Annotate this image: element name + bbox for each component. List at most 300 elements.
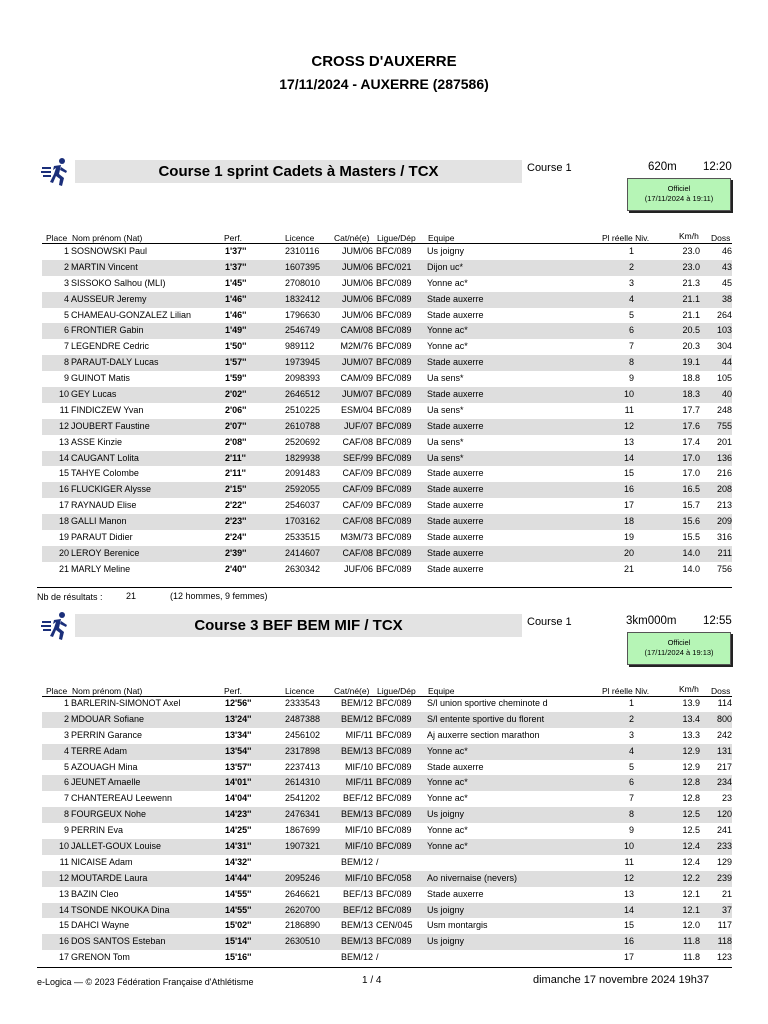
result-kmh: 12.0 bbox=[682, 920, 700, 931]
footer-date: dimanche 17 novembre 2024 19h37 bbox=[533, 974, 710, 986]
result-name: GRENON Tom bbox=[71, 952, 130, 963]
result-place: 3 bbox=[63, 729, 69, 740]
result-pl: 10 bbox=[623, 389, 634, 400]
result-place: 9 bbox=[63, 373, 69, 384]
table-row bbox=[42, 562, 732, 578]
result-cat: M2M/76 bbox=[340, 341, 373, 352]
result-cat: BEM/13 bbox=[340, 809, 373, 820]
result-ligue: BFC/089 bbox=[376, 325, 412, 336]
table-row bbox=[42, 839, 732, 855]
result-ligue: BFC/089 bbox=[376, 436, 412, 447]
table-row bbox=[42, 292, 732, 308]
result-licence: 2310116 bbox=[285, 246, 320, 256]
result-ligue: BFC/089 bbox=[376, 777, 412, 788]
result-ligue: BFC/089 bbox=[376, 516, 412, 527]
result-ligue: BFC/089 bbox=[376, 761, 412, 772]
result-kmh: 12.1 bbox=[682, 888, 700, 899]
result-kmh: 16.5 bbox=[682, 484, 700, 495]
result-cat: BEM/13 bbox=[340, 745, 373, 756]
result-name: GEY Lucas bbox=[71, 389, 117, 400]
official-status: Officiel bbox=[667, 184, 691, 193]
result-name: JEUNET Amaelle bbox=[71, 777, 141, 788]
result-doss: 216 bbox=[716, 468, 732, 479]
result-perf: 14'25'' bbox=[225, 825, 252, 836]
result-perf: 12'56'' bbox=[225, 698, 252, 708]
result-pl: 5 bbox=[628, 309, 634, 320]
result-cat: BEM/12 bbox=[340, 952, 373, 963]
result-place: 16 bbox=[58, 484, 69, 495]
result-cat: MIF/10 bbox=[344, 872, 373, 883]
result-licence: 2510225 bbox=[285, 404, 321, 415]
result-licence: 2614310 bbox=[285, 777, 321, 788]
table-row bbox=[42, 696, 732, 712]
result-cat: JUM/07 bbox=[341, 389, 373, 400]
result-ligue: BFC/089 bbox=[376, 904, 412, 915]
result-pl: 1 bbox=[628, 698, 634, 708]
result-perf: 1'50'' bbox=[225, 341, 247, 352]
result-ligue: BFC/089 bbox=[376, 293, 412, 304]
result-name: FOURGEUX Nohe bbox=[71, 809, 147, 820]
result-ligue: BFC/089 bbox=[376, 547, 412, 558]
result-place: 18 bbox=[58, 516, 69, 527]
result-perf: 14'04'' bbox=[225, 793, 252, 804]
result-licence: 2533515 bbox=[285, 532, 321, 543]
result-ligue: BFC/089 bbox=[376, 713, 412, 724]
table-row bbox=[42, 498, 732, 514]
result-cat: JUF/06 bbox=[343, 563, 373, 574]
result-name: RAYNAUD Elise bbox=[71, 500, 137, 511]
result-ligue: BFC/089 bbox=[376, 277, 412, 288]
result-club: Yonne ac* bbox=[427, 745, 468, 756]
result-licence: 2095246 bbox=[285, 872, 321, 883]
result-kmh: 18.3 bbox=[682, 389, 700, 400]
result-pl: 7 bbox=[628, 793, 634, 804]
result-cat: CAM/09 bbox=[340, 373, 373, 384]
result-perf: 14'32'' bbox=[225, 856, 252, 867]
result-perf: 14'44'' bbox=[225, 872, 252, 883]
result-cat: JUM/06 bbox=[341, 309, 373, 320]
table-end-rule bbox=[37, 587, 732, 588]
result-kmh: 20.5 bbox=[682, 325, 700, 336]
result-pl: 2 bbox=[628, 261, 634, 272]
result-kmh: 17.0 bbox=[682, 468, 700, 479]
result-place: 2 bbox=[63, 261, 69, 272]
result-name: ASSE Kinzie bbox=[71, 436, 123, 447]
table-row bbox=[42, 530, 732, 546]
col-doss: Doss bbox=[711, 686, 731, 696]
result-club: Stade auxerre bbox=[427, 389, 484, 400]
result-cat: BEM/12 bbox=[340, 713, 373, 724]
result-club: Us joigny bbox=[427, 246, 465, 256]
result-pl: 6 bbox=[628, 325, 634, 336]
results-table-body bbox=[42, 696, 732, 966]
result-name: CHAMEAU-GONZALEZ Lilian bbox=[71, 309, 192, 320]
col-pl: Pl réelle Niv. bbox=[602, 233, 650, 243]
result-ligue: / bbox=[376, 856, 379, 867]
result-cat: CAF/08 bbox=[342, 516, 373, 527]
col-club: Equipe bbox=[428, 233, 455, 243]
table-row bbox=[42, 807, 732, 823]
table-row bbox=[42, 918, 732, 934]
result-place: 11 bbox=[59, 404, 69, 415]
result-pl: 3 bbox=[628, 277, 634, 288]
table-row bbox=[42, 760, 732, 776]
result-licence: 2630510 bbox=[285, 936, 321, 947]
official-status: Officiel bbox=[667, 638, 691, 647]
result-pl: 5 bbox=[628, 761, 634, 772]
result-place: 4 bbox=[63, 745, 69, 756]
results-table-header bbox=[42, 233, 732, 244]
result-licence: 1607395 bbox=[285, 261, 321, 272]
footer-rule bbox=[37, 967, 732, 968]
result-ligue: BFC/089 bbox=[376, 389, 412, 400]
result-name: AZOUAGH Mina bbox=[71, 761, 138, 772]
result-doss: 23 bbox=[721, 793, 732, 804]
result-club: Stade auxerre bbox=[427, 547, 484, 558]
result-kmh: 21.3 bbox=[682, 277, 700, 288]
result-perf: 1'59'' bbox=[225, 373, 247, 384]
result-name: GUINOT Matis bbox=[71, 373, 130, 384]
result-ligue: BFC/058 bbox=[376, 872, 412, 883]
result-club: Us joigny bbox=[427, 936, 465, 947]
result-cat: BEF/12 bbox=[342, 793, 373, 804]
result-place: 19 bbox=[58, 532, 69, 543]
results-count-label: Nb de résultats : bbox=[37, 592, 103, 602]
result-cat: MIF/10 bbox=[344, 841, 373, 852]
col-licence: Licence bbox=[285, 233, 315, 243]
col-place: Place bbox=[46, 233, 68, 243]
result-name: SOSNOWSKI Paul bbox=[71, 246, 148, 256]
result-perf: 2'40'' bbox=[225, 563, 247, 574]
table-row bbox=[42, 466, 732, 482]
result-kmh: 12.9 bbox=[682, 745, 700, 756]
result-perf: 15'14'' bbox=[225, 936, 252, 947]
result-place: 9 bbox=[63, 825, 69, 836]
result-name: MARTIN Vincent bbox=[71, 261, 138, 272]
document-title: CROSS D'AUXERRE bbox=[311, 53, 457, 70]
col-ligue: Ligue/Dép bbox=[377, 686, 416, 696]
table-row bbox=[42, 871, 732, 887]
result-name: LEGENDRE Cedric bbox=[71, 341, 150, 352]
result-club: S/l entente sportive du florent bbox=[427, 713, 545, 724]
result-name: PARAUT Didier bbox=[71, 532, 133, 543]
result-cat: SEF/99 bbox=[342, 452, 373, 463]
result-kmh: 17.4 bbox=[682, 436, 700, 447]
official-status-box bbox=[627, 178, 731, 211]
result-cat: ESM/04 bbox=[340, 404, 373, 415]
result-licence: 2237413 bbox=[285, 761, 321, 772]
result-kmh: 15.7 bbox=[682, 500, 700, 511]
result-pl: 17 bbox=[623, 952, 634, 963]
result-club: Stade auxerre bbox=[427, 357, 484, 368]
results-table-body bbox=[42, 244, 732, 578]
table-row bbox=[42, 823, 732, 839]
result-name: PERRIN Garance bbox=[71, 729, 143, 740]
col-place: Place bbox=[46, 686, 68, 696]
result-perf: 15'16'' bbox=[225, 952, 252, 963]
result-name: JOUBERT Faustine bbox=[71, 420, 150, 431]
result-doss: 241 bbox=[716, 825, 732, 836]
col-name: Nom prénom (Nat) bbox=[72, 233, 143, 243]
result-ligue: BFC/089 bbox=[376, 745, 412, 756]
result-cat: BEM/13 bbox=[340, 920, 373, 931]
result-doss: 123 bbox=[716, 952, 732, 963]
result-doss: 208 bbox=[716, 484, 732, 495]
result-club: Yonne ac* bbox=[427, 325, 468, 336]
table-row bbox=[42, 451, 732, 467]
result-name: PERRIN Eva bbox=[71, 825, 124, 836]
table-row bbox=[42, 775, 732, 791]
table-row bbox=[42, 276, 732, 292]
result-club: Stade auxerre bbox=[427, 500, 484, 511]
table-row bbox=[42, 744, 732, 760]
result-perf: 1'57'' bbox=[225, 357, 247, 368]
result-doss: 44 bbox=[721, 357, 732, 368]
table-row bbox=[42, 387, 732, 403]
result-ligue: BFC/089 bbox=[376, 468, 412, 479]
result-doss: 209 bbox=[716, 516, 732, 527]
result-perf: 1'49'' bbox=[225, 325, 247, 336]
result-doss: 40 bbox=[721, 389, 732, 400]
result-licence: 1973945 bbox=[285, 357, 321, 368]
result-pl: 20 bbox=[623, 547, 634, 558]
table-row bbox=[42, 323, 732, 339]
result-cat: BEF/13 bbox=[342, 888, 373, 899]
table-row bbox=[42, 903, 732, 919]
result-licence: 2546749 bbox=[285, 325, 321, 336]
result-club: Dijon uc* bbox=[427, 261, 464, 272]
result-place: 5 bbox=[63, 309, 69, 320]
result-name: FRONTIER Gabin bbox=[71, 325, 144, 336]
result-cat: CAF/09 bbox=[342, 484, 373, 495]
result-club: Stade auxerre bbox=[427, 563, 484, 574]
result-kmh: 18.8 bbox=[682, 373, 700, 384]
result-perf: 15'02'' bbox=[225, 920, 252, 931]
race-distance: 3km000m bbox=[626, 615, 677, 627]
result-name: MOUTARDE Laura bbox=[71, 872, 148, 883]
result-licence: 989112 bbox=[285, 341, 315, 352]
result-ligue: BFC/089 bbox=[376, 936, 412, 947]
result-name: GALLI Manon bbox=[71, 516, 127, 527]
result-licence: 2098393 bbox=[285, 373, 321, 384]
result-pl: 12 bbox=[623, 420, 634, 431]
result-pl: 2 bbox=[628, 713, 634, 724]
col-name: Nom prénom (Nat) bbox=[72, 686, 143, 696]
result-ligue: BFC/089 bbox=[376, 532, 412, 543]
result-club: Yonne ac* bbox=[427, 841, 468, 852]
result-club: Stade auxerre bbox=[427, 532, 484, 543]
result-licence: 1829938 bbox=[285, 452, 321, 463]
result-perf: 14'31'' bbox=[225, 841, 252, 852]
result-name: BAZIN Cleo bbox=[71, 888, 119, 899]
col-club: Equipe bbox=[428, 686, 455, 696]
result-kmh: 12.8 bbox=[682, 793, 700, 804]
result-club: Yonne ac* bbox=[427, 341, 468, 352]
race-distance: 620m bbox=[648, 161, 677, 173]
result-name: CHANTEREAU Leewenn bbox=[71, 793, 173, 804]
result-kmh: 17.7 bbox=[682, 404, 700, 415]
result-pl: 11 bbox=[624, 856, 634, 867]
result-licence: 2487388 bbox=[285, 713, 321, 724]
result-ligue: BFC/089 bbox=[376, 357, 412, 368]
result-perf: 2'08'' bbox=[225, 436, 247, 447]
table-row bbox=[42, 403, 732, 419]
result-kmh: 19.1 bbox=[682, 357, 700, 368]
result-licence: 2630342 bbox=[285, 563, 321, 574]
result-doss: 755 bbox=[716, 420, 732, 431]
result-perf: 2'11'' bbox=[225, 468, 246, 479]
result-club: Stade auxerre bbox=[427, 761, 484, 772]
result-place: 15 bbox=[58, 920, 69, 931]
result-club: Yonne ac* bbox=[427, 777, 468, 788]
result-name: MARLY Meline bbox=[71, 563, 131, 574]
table-row bbox=[42, 791, 732, 807]
document-subtitle: 17/11/2024 - AUXERRE (287586) bbox=[279, 76, 489, 92]
result-kmh: 17.6 bbox=[682, 420, 700, 431]
race-start-time: 12:55 bbox=[703, 615, 732, 627]
result-club: Ua sens* bbox=[427, 404, 464, 415]
result-place: 8 bbox=[63, 809, 69, 820]
result-club: Yonne ac* bbox=[427, 825, 468, 836]
result-place: 12 bbox=[58, 872, 69, 883]
official-status-date: (17/11/2024 à 19:13) bbox=[644, 648, 714, 657]
result-name: LEROY Berenice bbox=[71, 547, 140, 558]
result-place: 12 bbox=[58, 420, 69, 431]
result-doss: 120 bbox=[716, 809, 732, 820]
result-name: CAUGANT Lolita bbox=[71, 452, 139, 463]
result-name: FINDICZEW Yvan bbox=[71, 404, 144, 415]
result-perf: 13'24'' bbox=[225, 713, 252, 724]
results-count: 21 bbox=[126, 591, 137, 601]
result-kmh: 12.4 bbox=[682, 856, 700, 867]
result-name: DOS SANTOS Esteban bbox=[71, 936, 166, 947]
result-doss: 117 bbox=[717, 920, 732, 931]
result-place: 5 bbox=[63, 761, 69, 772]
result-licence: 1703162 bbox=[285, 516, 321, 527]
result-ligue: CEN/045 bbox=[376, 920, 413, 931]
col-cat: Cat/né(e) bbox=[334, 233, 370, 243]
col-cat: Cat/né(e) bbox=[334, 686, 370, 696]
result-doss: 114 bbox=[717, 698, 732, 708]
race-banner: Course 3 BEF BEM MIF / TCX bbox=[75, 614, 522, 637]
result-ligue: BFC/089 bbox=[376, 341, 412, 352]
result-doss: 118 bbox=[717, 936, 732, 947]
table-row bbox=[42, 371, 732, 387]
col-perf: Perf. bbox=[224, 686, 242, 696]
result-kmh: 13.9 bbox=[682, 698, 700, 708]
result-pl: 3 bbox=[628, 729, 634, 740]
result-doss: 239 bbox=[716, 872, 732, 883]
result-club: Ao nivernaise (nevers) bbox=[427, 872, 518, 883]
result-perf: 2'24'' bbox=[225, 532, 247, 543]
official-status-box bbox=[627, 632, 731, 665]
result-kmh: 15.5 bbox=[682, 532, 700, 543]
result-kmh: 13.3 bbox=[682, 729, 700, 740]
result-licence: 2186890 bbox=[285, 920, 321, 931]
result-doss: 131 bbox=[716, 745, 732, 756]
result-place: 3 bbox=[63, 277, 69, 288]
result-club: Stade auxerre bbox=[427, 293, 484, 304]
result-ligue: BFC/089 bbox=[376, 809, 412, 820]
result-place: 16 bbox=[58, 936, 69, 947]
result-cat: JUM/06 bbox=[341, 293, 373, 304]
result-doss: 234 bbox=[716, 777, 732, 788]
result-licence: 2317898 bbox=[285, 745, 321, 756]
result-licence: 2414607 bbox=[285, 547, 321, 558]
result-kmh: 23.0 bbox=[682, 246, 700, 256]
result-doss: 211 bbox=[717, 547, 732, 558]
result-cat: BEM/12 bbox=[340, 698, 373, 708]
result-pl: 18 bbox=[623, 516, 634, 527]
table-row bbox=[42, 435, 732, 451]
result-club: Us joigny bbox=[427, 809, 465, 820]
result-kmh: 12.9 bbox=[682, 761, 700, 772]
result-doss: 46 bbox=[721, 246, 732, 256]
result-place: 14 bbox=[58, 452, 69, 463]
result-ligue: BFC/089 bbox=[376, 420, 412, 431]
result-ligue: / bbox=[376, 952, 379, 963]
col-pl: Pl réelle Niv. bbox=[602, 686, 650, 696]
result-licence: 1796630 bbox=[285, 309, 321, 320]
result-perf: 13'57'' bbox=[225, 761, 252, 772]
result-club: Ua sens* bbox=[427, 436, 464, 447]
table-row bbox=[42, 855, 732, 871]
result-licence: 1907321 bbox=[285, 841, 321, 852]
result-kmh: 11.8 bbox=[683, 952, 700, 963]
result-cat: MIF/10 bbox=[344, 761, 373, 772]
result-place: 7 bbox=[63, 341, 69, 352]
table-row bbox=[42, 887, 732, 903]
table-row bbox=[42, 308, 732, 324]
result-pl: 15 bbox=[623, 920, 634, 931]
result-ligue: BFC/089 bbox=[376, 246, 412, 256]
result-cat: BEM/12 bbox=[340, 856, 373, 867]
result-perf: 1'46'' bbox=[225, 309, 247, 320]
result-name: AUSSEUR Jeremy bbox=[71, 293, 147, 304]
result-doss: 38 bbox=[721, 293, 732, 304]
result-name: BARLERIN-SIMONOT Axel bbox=[71, 698, 181, 708]
result-perf: 2'39'' bbox=[225, 547, 247, 558]
result-licence: 2592055 bbox=[285, 484, 321, 495]
result-pl: 9 bbox=[628, 373, 634, 384]
result-licence: 2541202 bbox=[285, 793, 321, 804]
result-place: 2 bbox=[63, 713, 69, 724]
result-licence: 2708010 bbox=[285, 277, 321, 288]
result-cat: BEF/12 bbox=[342, 904, 373, 915]
result-name: FLUCKIGER Alysse bbox=[71, 484, 152, 495]
result-pl: 9 bbox=[628, 825, 634, 836]
result-perf: 1'37'' bbox=[225, 246, 247, 256]
result-kmh: 12.1 bbox=[682, 904, 700, 915]
result-club: Stade auxerre bbox=[427, 484, 484, 495]
result-ligue: BFC/089 bbox=[376, 841, 412, 852]
result-club: Yonne ac* bbox=[427, 277, 468, 288]
result-cat: JUM/06 bbox=[341, 277, 373, 288]
result-pl: 19 bbox=[623, 532, 634, 543]
result-perf: 2'11'' bbox=[225, 452, 246, 463]
runner-icon bbox=[41, 611, 71, 641]
result-perf: 14'55'' bbox=[225, 888, 252, 899]
result-place: 1 bbox=[63, 698, 69, 708]
result-club: Us joigny bbox=[427, 904, 465, 915]
result-place: 6 bbox=[63, 325, 69, 336]
race-label: Course 1 bbox=[527, 616, 572, 628]
col-perf: Perf. bbox=[224, 233, 242, 243]
result-perf: 14'23'' bbox=[225, 809, 252, 820]
result-cat: JUM/07 bbox=[341, 357, 373, 368]
result-licence: 2646512 bbox=[285, 389, 321, 400]
result-ligue: BFC/089 bbox=[376, 563, 412, 574]
